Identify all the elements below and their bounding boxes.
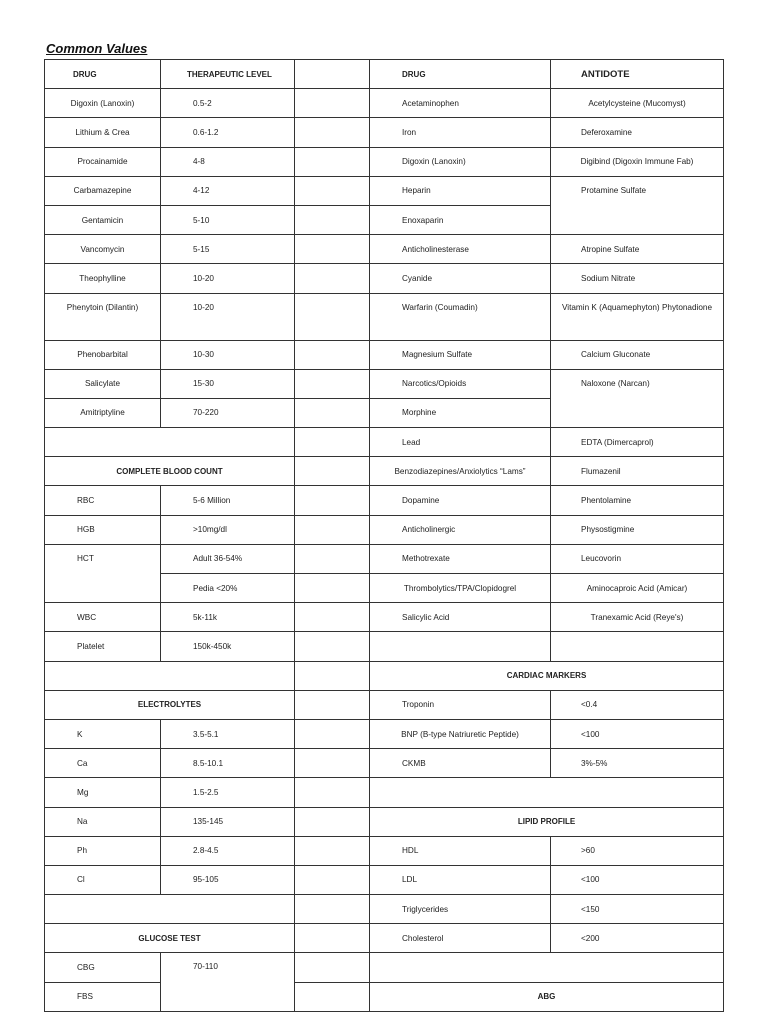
antidote-name: Sodium Nitrate [551,264,724,293]
lab-value: Adult 36-54% [161,544,295,573]
section-header-row [45,457,370,486]
table-row [370,264,724,293]
table-row [45,953,370,982]
empty-cell [45,428,295,457]
section-header-electrolytes: ELECTROLYTES [45,690,295,719]
table-row [45,89,370,118]
empty-cell [295,661,370,690]
table-row [370,235,724,264]
lab-name: HGB [45,515,161,544]
lab-name: K [45,719,161,748]
antidote-name: Leucovorin [551,544,724,573]
lab-value: 70-110 [161,953,295,1011]
table-row [45,147,370,176]
drug-name: Amitriptyline [45,398,161,427]
section-header-row [370,807,724,836]
table-row [45,807,370,836]
section-header-cardiac: CARDIAC MARKERS [370,661,724,690]
empty-cell [295,89,370,118]
empty-cell [295,574,370,603]
empty-cell [295,147,370,176]
lab-value: <100 [551,719,724,748]
lab-value: 2.8-4.5 [161,836,295,865]
therapeutic-level: 0.6-1.2 [161,118,295,147]
drug-name: Iron [370,118,551,147]
table-row [45,398,370,427]
table-row [370,574,724,603]
lab-value: 150k-450k [161,632,295,661]
empty-cell [295,457,370,486]
section-header-row [370,982,724,1011]
empty-cell [295,749,370,778]
lab-value: <100 [551,865,724,894]
drug-name: Salicylate [45,369,161,398]
table-row [45,118,370,147]
empty-cell [295,293,370,340]
table-row [45,293,370,340]
table-row [45,719,370,748]
lab-value: 8.5-10.1 [161,749,295,778]
antidote-name: Atropine Sulfate [551,235,724,264]
table-row [370,603,724,632]
empty-cell [295,836,370,865]
empty-cell [45,661,295,690]
table-row [370,719,724,748]
empty-cell [295,369,370,398]
empty-cell [370,778,724,807]
lab-value: <150 [551,895,724,924]
therapeutic-level: 4-8 [161,147,295,176]
antidote-name: Acetylcysteine (Mucomyst) [551,89,724,118]
table-row [370,895,724,924]
table-row [45,205,370,234]
drug-name: Magnesium Sulfate [370,340,551,369]
lab-name: Platelet [45,632,161,661]
drug-name: Theophylline [45,264,161,293]
drug-name: Warfarin (Coumadin) [370,293,551,340]
therapeutic-level: 10-20 [161,264,295,293]
table-row [370,457,724,486]
table-row [370,690,724,719]
empty-cell [295,60,370,89]
drug-name: Lead [370,428,551,457]
therapeutic-level: 10-30 [161,340,295,369]
lab-value: >60 [551,836,724,865]
antidote-name: EDTA (Dimercaprol) [551,428,724,457]
drug-name: Methotrexate [370,544,551,573]
lab-name: Cholesterol [370,924,551,953]
table-row [45,515,370,544]
spacer-row [370,632,724,661]
empty-cell [370,953,724,982]
empty-cell [295,398,370,427]
empty-cell [295,544,370,573]
drug-name: Salicylic Acid [370,603,551,632]
drug-name: Benzodiazepines/Anxiolytics “Lams” [370,457,551,486]
therapeutic-level: 5-10 [161,205,295,234]
column-header-drug: DRUG [370,60,551,89]
drug-name: Narcotics/Opioids [370,369,551,398]
empty-cell [295,982,370,1011]
empty-cell [295,953,370,982]
drug-name: Digoxin (Lanoxin) [370,147,551,176]
table-row [45,603,370,632]
empty-cell [295,428,370,457]
table-row [45,544,370,573]
antidote-name: Flumazenil [551,457,724,486]
lab-name: Mg [45,778,161,807]
table-row [45,340,370,369]
lab-name: RBC [45,486,161,515]
table-row [370,486,724,515]
empty-cell [295,486,370,515]
therapeutic-level: 10-20 [161,293,295,340]
lab-value: <0.4 [551,690,724,719]
spacer-row [45,428,370,457]
drug-name: Cyanide [370,264,551,293]
empty-cell [295,895,370,924]
table-row [45,778,370,807]
table-row [45,632,370,661]
table-row [370,176,724,205]
lab-value: >10mg/dl [161,515,295,544]
section-header-row [45,690,370,719]
table-row [45,264,370,293]
table-row [45,836,370,865]
drug-name: Carbamazepine [45,176,161,205]
empty-cell [370,632,551,661]
lab-name: Triglycerides [370,895,551,924]
page-title: Common Values [46,41,148,56]
drug-name: Thrombolytics/TPA/Clopidogrel [370,574,551,603]
table-row [370,515,724,544]
antidote-name: Deferoxamine [551,118,724,147]
empty-cell [295,340,370,369]
lab-name: Na [45,807,161,836]
empty-cell [295,778,370,807]
drug-name: Anticholinergic [370,515,551,544]
drug-name: Morphine [370,398,551,427]
drug-name: Acetaminophen [370,89,551,118]
empty-cell [295,865,370,894]
empty-cell [295,807,370,836]
drug-name: Anticholinesterase [370,235,551,264]
empty-cell [295,235,370,264]
table-row [370,89,724,118]
drug-name: Heparin [370,176,551,205]
table-row [370,924,724,953]
therapeutic-level: 15-30 [161,369,295,398]
table-row [45,235,370,264]
antidote-name: Physostigmine [551,515,724,544]
antidote-name: Tranexamic Acid (Reye's) [551,603,724,632]
antidote-name: Phentolamine [551,486,724,515]
empty-cell [295,719,370,748]
lab-value: 95-105 [161,865,295,894]
table-row [370,340,724,369]
table-row [45,749,370,778]
lab-value: <200 [551,924,724,953]
empty-cell [295,924,370,953]
spacer-row [45,661,370,690]
table-row [45,865,370,894]
section-header-row [45,924,370,953]
lab-value: 5k-11k [161,603,295,632]
column-header-drug: DRUG [45,60,161,89]
drug-name: Digoxin (Lanoxin) [45,89,161,118]
empty-cell [295,264,370,293]
therapeutic-level: 0.5-2 [161,89,295,118]
right-table [369,59,724,1012]
section-header-glucose: GLUCOSE TEST [45,924,295,953]
column-header-antidote: ANTIDOTE [551,60,724,89]
spacer-row [370,778,724,807]
empty-cell [295,603,370,632]
table-row [370,865,724,894]
empty-cell [295,205,370,234]
drug-name: Vancomycin [45,235,161,264]
drug-name: Dopamine [370,486,551,515]
section-header-lipid: LIPID PROFILE [370,807,724,836]
empty-cell [295,176,370,205]
lab-name: LDL [370,865,551,894]
lab-value: 3.5-5.1 [161,719,295,748]
table-row [370,147,724,176]
antidote-name: Aminocaproic Acid (Amicar) [551,574,724,603]
antidote-name: Calcium Gluconate [551,340,724,369]
table-row [45,60,370,89]
section-header-abg: ABG [370,982,724,1011]
table-row [370,544,724,573]
antidote-name: Protamine Sulfate [551,176,724,234]
empty-cell [551,632,724,661]
lab-name: FBS [45,982,161,1011]
lab-value: 5-6 Million [161,486,295,515]
section-header-row [370,661,724,690]
lab-value: 3%-5% [551,749,724,778]
column-header-therapeutic-level: THERAPEUTIC LEVEL [161,60,295,89]
empty-cell [295,690,370,719]
antidote-name: Vitamin K (Aquamephyton) Phytonadione [551,293,724,340]
drug-name: Phenobarbital [45,340,161,369]
table-row [370,428,724,457]
lab-name: HDL [370,836,551,865]
table-row [370,369,724,398]
table-row [370,749,724,778]
empty-cell [295,632,370,661]
lab-name: HCT [45,544,161,602]
drug-name: Gentamicin [45,205,161,234]
lab-name: Ca [45,749,161,778]
spacer-row [45,895,370,924]
table-row [370,293,724,340]
therapeutic-level: 5-15 [161,235,295,264]
spacer-row [370,953,724,982]
table-row [370,118,724,147]
table-row [370,836,724,865]
lab-name: Cl [45,865,161,894]
lab-value: 1.5-2.5 [161,778,295,807]
drug-name: Lithium & Crea [45,118,161,147]
drug-name: Enoxaparin [370,205,551,234]
drug-name: Phenytoin (Dilantin) [45,293,161,340]
empty-cell [295,118,370,147]
lab-name: Troponin [370,690,551,719]
lab-value: 135-145 [161,807,295,836]
lab-name: CKMB [370,749,551,778]
lab-name: CBG [45,953,161,982]
therapeutic-level: 70-220 [161,398,295,427]
lab-name: BNP (B-type Natriuretic Peptide) [370,719,551,748]
empty-cell [295,515,370,544]
antidote-name: Digibind (Digoxin Immune Fab) [551,147,724,176]
drug-name: Procainamide [45,147,161,176]
table-row [370,60,724,89]
table-row [45,369,370,398]
lab-name: Ph [45,836,161,865]
table-row [45,176,370,205]
empty-cell [45,895,295,924]
section-header-cbc: COMPLETE BLOOD COUNT [45,457,295,486]
table-row [45,486,370,515]
therapeutic-level: 4-12 [161,176,295,205]
lab-value: Pedia <20% [161,574,295,603]
lab-name: WBC [45,603,161,632]
left-table [44,59,370,1012]
antidote-name: Naloxone (Narcan) [551,369,724,427]
